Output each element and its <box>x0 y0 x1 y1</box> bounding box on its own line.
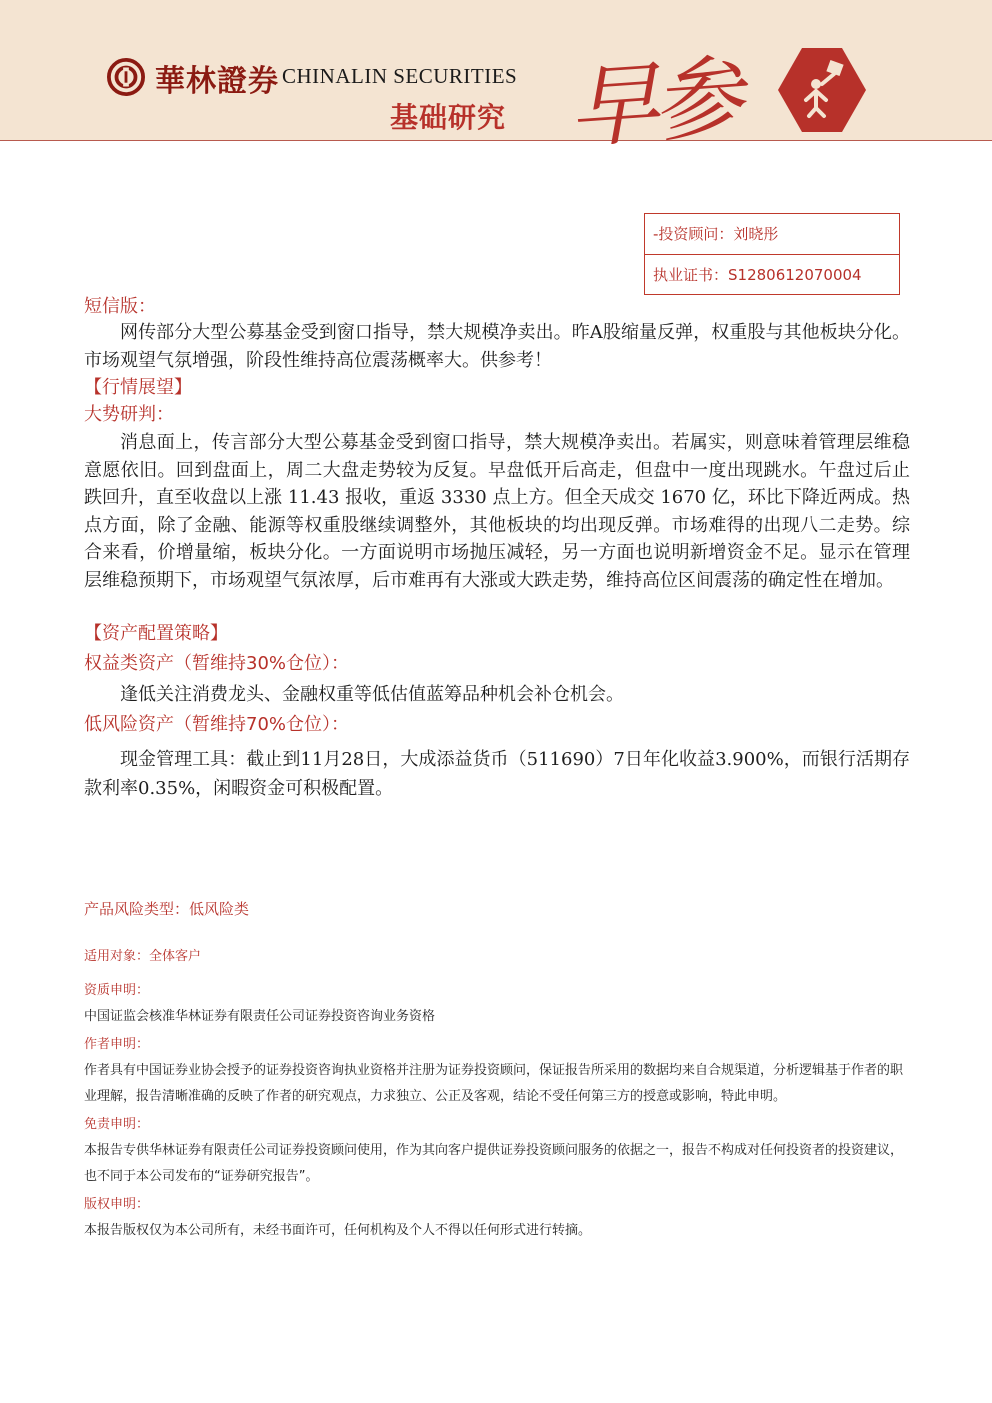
qualification-text: 中国证监会核准华林证券有限责任公司证券投资咨询业务资格 <box>84 1009 436 1024</box>
sms-text: 网传部分大型公募基金受到窗口指导，禁大规模净卖出。昨A股缩量反弹，权重股与其他板块分化。市场观望气氛增强，阶段性维持高位震荡概率大。供参考！ <box>84 322 910 371</box>
lowrisk-text: 现金管理工具：截止到11月28日，大成添益货币（511690）7日年化收益3.900%，而银行活期存款利率0.35%，闲暇资金可积极配置。 <box>84 749 910 799</box>
logo-english-name: CHINALIN SECURITIES <box>282 64 518 88</box>
logo-chinese-name: 華林證券 <box>155 64 279 99</box>
advisor-certificate: 执业证书：S1280612070004 <box>645 254 899 295</box>
outlook-subtitle: 大势研判： <box>84 404 174 425</box>
runner-badge-icon <box>776 44 868 136</box>
chinalin-logo-icon <box>107 58 145 96</box>
target-audience: 适用对象：全体客户 <box>84 949 202 964</box>
copyright-title: 版权申明： <box>84 1197 150 1212</box>
outlook-text: 消息面上，传言部分大型公募基金受到窗口指导，禁大规模净卖出。若属实，则意味着管理层维稳意愿依旧。回到盘面上，周二大盘走势较为反复。早盘低开后高走，但盘中一度出现跳水。午盘过后止跌回升，直至收盘以上涨 11.43 报收，重返 3330 点上方。但全天成交 1670 亿，环比下降近两成。热点方面，除了金融、能源等权重股继续调整外，其他板块的均出现反弹。市场难得的出现八二走势。综合来看，价增量缩，板块分化。一方面说明市场抛压减轻，另一方面也说明新增资金不足。显示在管理层维稳预期下，市场观望气氛浓厚，后市难再有大涨或大跌走势，维持高位区间震荡的确定性在增加。 <box>84 432 910 591</box>
report-body <box>84 295 910 803</box>
advisor-info-box <box>644 213 900 295</box>
copyright-text: 本报告版权仅为本公司所有，未经书面许可，任何机构及个人不得以任何形式进行转摘。 <box>84 1223 592 1238</box>
section-subtitle: 基础研究 <box>390 101 507 134</box>
equity-text: 逢低关注消费龙头、金融权重等低估值蓝筹品种机会补仓机会。 <box>120 684 624 705</box>
equity-title: 权益类资产（暂维持30%仓位）： <box>84 653 350 674</box>
author-text: 作者具有中国证券业协会授予的证券投资咨询执业资格并注册为证券投资顾问，保证报告所采用的数据均来自合规渠道，分析逻辑基于作者的职业理解，报告清晰准确的反映了作者的研究观点，力求独立、公正及客观，结论不受任何第三方的授意或影响，特此申明。 <box>84 1063 904 1104</box>
qualification-title: 资质申明： <box>84 983 150 998</box>
risk-type: 产品风险类型：低风险类 <box>84 900 250 918</box>
calligraphy-title: 早参 <box>565 45 741 162</box>
disclaimer-title: 免责申明： <box>84 1117 150 1132</box>
sms-title: 短信版： <box>84 296 156 317</box>
lowrisk-title: 低风险资产（暂维持70%仓位）： <box>84 714 350 735</box>
author-title: 作者申明： <box>84 1037 150 1052</box>
allocation-title: 【资产配置策略】 <box>84 623 228 644</box>
advisor-name: -投资顾问：刘晓彤 <box>653 225 779 243</box>
outlook-title: 【行情展望】 <box>84 377 192 398</box>
disclaimer-text: 本报告专供华林证券有限责任公司证券投资顾问使用，作为其向客户提供证券投资顾问服务的依据之一，报告不构成对任何投资者的投资建议，也不同于本公司发布的“证券研究报告”。 <box>84 1143 904 1184</box>
page-header <box>0 0 992 162</box>
report-footer <box>84 898 910 1244</box>
